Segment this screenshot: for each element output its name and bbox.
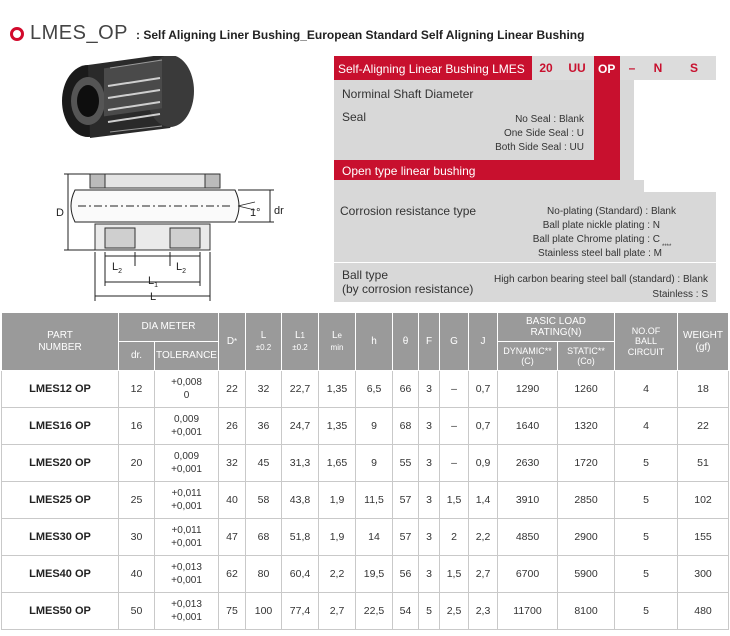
cell-L1: 31,3 xyxy=(282,445,319,482)
cell-dr: 30 xyxy=(119,519,155,556)
section-drawing xyxy=(64,174,274,301)
cell-Le: 1,65 xyxy=(319,445,356,482)
cell-dyn: 3910 xyxy=(498,482,558,519)
spec-table xyxy=(1,312,729,630)
col-part-number: PART NUMBER xyxy=(2,313,119,371)
table-row xyxy=(2,593,729,630)
cell-L: 58 xyxy=(246,482,282,519)
cell-stat: 5900 xyxy=(558,556,615,593)
col-diameter: DIA METER xyxy=(119,313,219,342)
tolerance-upper: +0,013 xyxy=(171,598,202,610)
cell-wt: 300 xyxy=(678,556,729,593)
cell-G: 2,5 xyxy=(440,593,469,630)
cell-stat: 2900 xyxy=(558,519,615,556)
bullet-icon xyxy=(10,27,24,41)
cell-J: 2,3 xyxy=(469,593,498,630)
cell-D: 62 xyxy=(219,556,246,593)
tolerance-lower: 0 xyxy=(183,390,190,401)
cell-tolerance xyxy=(155,445,219,482)
cell-L: 45 xyxy=(246,445,282,482)
col-L1: L1 ±0.2 xyxy=(282,313,319,371)
table-row xyxy=(2,445,729,482)
cell-G: 1,5 xyxy=(440,482,469,519)
ball-option-2: Stainless : S xyxy=(652,289,708,300)
col-Le: Le min xyxy=(319,313,356,371)
L1-label: $L_1$ xyxy=(148,275,159,289)
cell-circ: 4 xyxy=(615,408,678,445)
cell-circ: 4 xyxy=(615,371,678,408)
cell-G: – xyxy=(440,445,469,482)
cell-dr: 16 xyxy=(119,408,155,445)
cell-tolerance xyxy=(155,371,219,408)
tolerance-upper: +0,008 xyxy=(171,376,202,388)
product-drawing xyxy=(50,56,290,306)
cell-Le: 1,35 xyxy=(319,408,356,445)
cell-F: 3 xyxy=(419,371,440,408)
cell-Le: 2,2 xyxy=(319,556,356,593)
cell-circ: 5 xyxy=(615,482,678,519)
col-L: L ±0.2 xyxy=(246,313,282,371)
cell-wt: 480 xyxy=(678,593,729,630)
col-F: F xyxy=(419,313,440,371)
col-D: D* xyxy=(219,313,246,371)
col-ball-circuit: NO.OF BALL CIRCUIT xyxy=(615,313,678,371)
cell-G: 1,5 xyxy=(440,556,469,593)
table-row xyxy=(2,482,729,519)
ball-mark: **** xyxy=(662,244,672,250)
cell-stat: 8100 xyxy=(558,593,615,630)
corrosion-option-4: Stainless steel ball plate : M xyxy=(538,248,662,259)
cell-J: 0,9 xyxy=(469,445,498,482)
L2-left-label: $L_2$ xyxy=(112,261,123,275)
col-G: G xyxy=(440,313,469,371)
cell-part: LMES16 OP xyxy=(2,408,119,445)
cell-J: 1,4 xyxy=(469,482,498,519)
cell-F: 3 xyxy=(419,482,440,519)
cell-tolerance xyxy=(155,408,219,445)
code-part-dash: – xyxy=(620,56,644,80)
tolerance-lower: +0,001 xyxy=(171,501,202,512)
cell-theta: 54 xyxy=(393,593,419,630)
col-load-rating: BASIC LOAD RATING(N) xyxy=(498,313,615,342)
cell-L1: 51,8 xyxy=(282,519,319,556)
cell-F: 3 xyxy=(419,445,440,482)
L-label: L xyxy=(150,291,157,303)
cell-h: 14 xyxy=(356,519,393,556)
seal-option-2: One Side Seal : U xyxy=(503,128,584,139)
cell-J: 2,7 xyxy=(469,556,498,593)
cell-dyn: 4850 xyxy=(498,519,558,556)
cell-dyn: 1640 xyxy=(498,408,558,445)
table-row xyxy=(2,408,729,445)
cell-circ: 5 xyxy=(615,556,678,593)
seal-option-3: Both Side Seal : UU xyxy=(495,142,584,153)
cell-part: LMES12 OP xyxy=(2,371,119,408)
cell-theta: 68 xyxy=(393,408,419,445)
seal-option-1: No Seal : Blank xyxy=(515,114,584,125)
tolerance-upper: +0,013 xyxy=(171,561,202,573)
L2-right-label: $L_2$ xyxy=(176,261,187,275)
cell-theta: 57 xyxy=(393,482,419,519)
cell-J: 0,7 xyxy=(469,408,498,445)
cell-part: LMES20 OP xyxy=(2,445,119,482)
code-banner-text: Self-Aligning Linear Bushing LMES xyxy=(338,62,525,76)
cell-theta: 66 xyxy=(393,371,419,408)
cell-D: 75 xyxy=(219,593,246,630)
cell-L: 80 xyxy=(246,556,282,593)
seal-label: Seal xyxy=(342,110,367,124)
cell-F: 3 xyxy=(419,556,440,593)
ball-option-1: High carbon bearing steel ball (standard) : Blank xyxy=(493,274,708,285)
code-part-n: N xyxy=(644,56,672,80)
cell-Le: 1,9 xyxy=(319,482,356,519)
cell-G: 2 xyxy=(440,519,469,556)
tolerance-upper: 0,009 xyxy=(173,450,200,462)
cell-dr: 25 xyxy=(119,482,155,519)
cell-J: 0,7 xyxy=(469,371,498,408)
cell-Le: 2,7 xyxy=(319,593,356,630)
cell-theta: 55 xyxy=(393,445,419,482)
cell-dr: 40 xyxy=(119,556,155,593)
cell-wt: 155 xyxy=(678,519,729,556)
col-h: h xyxy=(356,313,393,371)
cell-G: – xyxy=(440,371,469,408)
cell-stat: 1260 xyxy=(558,371,615,408)
cell-h: 22,5 xyxy=(356,593,393,630)
cell-tolerance xyxy=(155,556,219,593)
cell-dyn: 1290 xyxy=(498,371,558,408)
cell-L: 36 xyxy=(246,408,282,445)
open-type-text: Open type linear bushing xyxy=(342,164,476,178)
cell-theta: 56 xyxy=(393,556,419,593)
table-row xyxy=(2,519,729,556)
cell-L: 68 xyxy=(246,519,282,556)
code-part-size: 20 xyxy=(532,56,560,80)
corrosion-option-2: Ball plate nickle plating : N xyxy=(542,220,660,231)
cell-circ: 5 xyxy=(615,593,678,630)
col-weight: WEIGHT (gf) xyxy=(678,313,729,371)
cell-wt: 102 xyxy=(678,482,729,519)
cell-wt: 18 xyxy=(678,371,729,408)
cell-tolerance xyxy=(155,593,219,630)
cell-D: 22 xyxy=(219,371,246,408)
cell-part: LMES40 OP xyxy=(2,556,119,593)
cell-L: 32 xyxy=(246,371,282,408)
table-row xyxy=(2,556,729,593)
cell-circ: 5 xyxy=(615,519,678,556)
cell-D: 32 xyxy=(219,445,246,482)
code-part-s: S xyxy=(672,56,716,80)
cell-D: 47 xyxy=(219,519,246,556)
ball-type-label: Ball type xyxy=(342,268,389,282)
col-J: J xyxy=(469,313,498,371)
cell-dr: 50 xyxy=(119,593,155,630)
cell-G: – xyxy=(440,408,469,445)
tolerance-lower: +0,001 xyxy=(171,427,202,438)
cell-dyn: 11700 xyxy=(498,593,558,630)
tolerance-lower: +0,001 xyxy=(171,612,202,623)
ordering-code-panel xyxy=(334,56,716,302)
cell-L1: 77,4 xyxy=(282,593,319,630)
cell-h: 11,5 xyxy=(356,482,393,519)
cell-dyn: 6700 xyxy=(498,556,558,593)
dr-label: dr xyxy=(274,205,284,217)
tolerance-lower: +0,001 xyxy=(171,464,202,475)
tolerance-upper: +0,011 xyxy=(171,524,202,536)
tolerance-lower: +0,001 xyxy=(171,575,202,586)
tolerance-upper: +0,011 xyxy=(171,487,202,499)
cell-theta: 57 xyxy=(393,519,419,556)
code-part-op: OP xyxy=(598,62,616,76)
cell-part: LMES50 OP xyxy=(2,593,119,630)
shaft-label: Norminal Shaft Diameter xyxy=(342,87,474,101)
D-label: D xyxy=(56,207,64,219)
cell-dr: 20 xyxy=(119,445,155,482)
page-header xyxy=(10,20,584,46)
cell-h: 19,5 xyxy=(356,556,393,593)
cell-h: 9 xyxy=(356,408,393,445)
cell-F: 5 xyxy=(419,593,440,630)
cell-stat: 1320 xyxy=(558,408,615,445)
col-tolerance: TOLERANCE xyxy=(155,342,219,371)
cell-J: 2,2 xyxy=(469,519,498,556)
cell-L1: 60,4 xyxy=(282,556,319,593)
cell-L: 100 xyxy=(246,593,282,630)
cell-Le: 1,9 xyxy=(319,519,356,556)
panel-divider xyxy=(334,262,716,263)
cell-L1: 43,8 xyxy=(282,482,319,519)
tolerance-upper: 0,009 xyxy=(173,413,200,425)
cell-h: 6,5 xyxy=(356,371,393,408)
cell-h: 9 xyxy=(356,445,393,482)
code-part-seal: UU xyxy=(560,56,594,80)
cell-stat: 2850 xyxy=(558,482,615,519)
corrosion-option-1: No-plating (Standard) : Blank xyxy=(547,206,676,217)
col-dynamic: DYNAMIC** (C) xyxy=(498,342,558,371)
cell-D: 40 xyxy=(219,482,246,519)
tolerance-lower: +0,001 xyxy=(171,538,202,549)
bushing-photo-icon xyxy=(62,56,194,138)
cell-dr: 12 xyxy=(119,371,155,408)
col-theta: θ xyxy=(393,313,419,371)
cell-F: 3 xyxy=(419,519,440,556)
cell-part: LMES30 OP xyxy=(2,519,119,556)
page-subtitle: : Self Aligning Liner Bushing_European Standard Self Aligning Linear Bushing xyxy=(135,28,585,42)
cell-wt: 22 xyxy=(678,408,729,445)
cell-L1: 22,7 xyxy=(282,371,319,408)
bushing-illustration xyxy=(50,56,290,306)
ball-type-sub: (by corrosion resistance) xyxy=(342,282,474,296)
cell-stat: 1720 xyxy=(558,445,615,482)
cell-circ: 5 xyxy=(615,445,678,482)
cell-Le: 1,35 xyxy=(319,371,356,408)
angle-label: 1° xyxy=(250,207,261,219)
cell-L1: 24,7 xyxy=(282,408,319,445)
cell-D: 26 xyxy=(219,408,246,445)
col-dr: dr. xyxy=(119,342,155,371)
cell-dyn: 2630 xyxy=(498,445,558,482)
cell-part: LMES25 OP xyxy=(2,482,119,519)
cell-tolerance xyxy=(155,519,219,556)
cell-tolerance xyxy=(155,482,219,519)
col-static: STATIC** (Co) xyxy=(558,342,615,371)
table-row xyxy=(2,371,729,408)
page-title: LMES_OP xyxy=(30,21,128,44)
cell-F: 3 xyxy=(419,408,440,445)
corrosion-label: Corrosion resistance type xyxy=(340,204,477,218)
corrosion-option-3: Ball plate Chrome plating : C xyxy=(532,234,660,245)
cell-wt: 51 xyxy=(678,445,729,482)
